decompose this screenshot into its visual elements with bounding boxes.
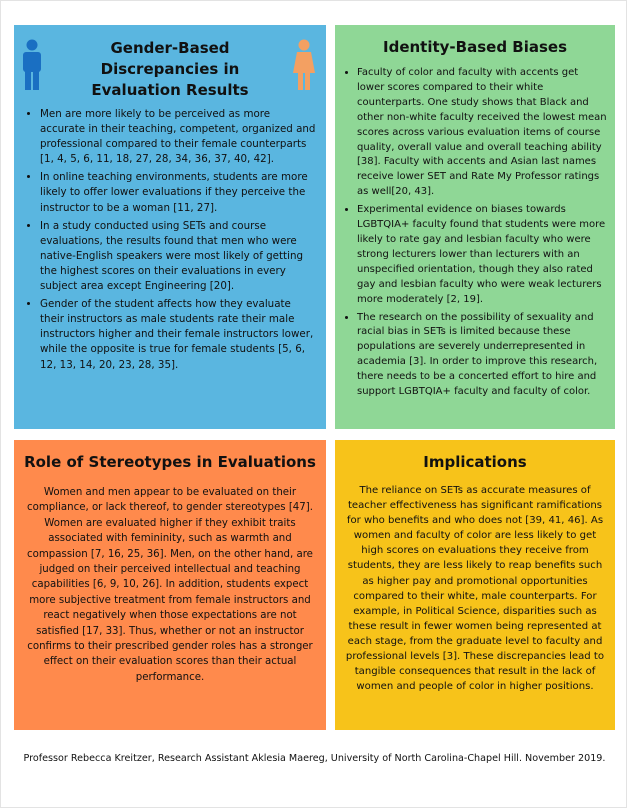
gender-list: [14, 107, 326, 373]
list-item: • Men are more likely to be perceived as more accurate in their teaching, competent, organized and professional compared to their female counterparts [1, 4, 5, 6, 11, 18, 27, 28, 34, 36, 37, 40, 42].: [40, 107, 316, 167]
list-item: • In a study conducted using SETs and course evaluations, the results found that men who were native-English speakers were most likely of getting the highest scores on their evaluations in every subject area except Engineering [20].: [40, 219, 316, 294]
list-item: • Faculty of color and faculty with accents get lower scores compared to their white counterparts. One study shows that Black and other non-white faculty received the lowest mean scores across various evaluation items of course quality, overall value and overall teaching ability [38]. Faculty with accents and Asian last names receive lower SET and Rate My Professor ratings as well[20, 43].: [357, 66, 607, 200]
male-person-icon: [21, 39, 43, 91]
female-person-icon: [292, 39, 316, 91]
identity-panel: [335, 25, 615, 429]
stereotypes-panel: [14, 440, 326, 730]
list-item: • Experimental evidence on biases towards LGBTQIA+ faculty found that students were more likely to rate gay and lesbian faculty who were strong lecturers lower than lecturers with an unspecified orientation, though they also rated gay and lesbian faculty who were weak lecturers more moderately [2, 19].: [357, 203, 607, 307]
identity-list: [335, 66, 615, 400]
stereotypes-text: Women and men appear to be evaluated on their compliance, or lack thereof, to gender stereotypes [47]. Women are evaluated higher if they exhibit traits associated with femininity, such as warmth and compassion [7, 16, 25, 36]. Men, on the other hand, are judged on their perceived intellectual and teaching capabilities [6, 9, 10, 26]. In addition, students expect more subjective treatment from female instructors and react negatively when those expectations are not satisfied [17, 33]. Thus, whether or not an instructor confirms to their prescribed gender roles has a stronger effect on their evaluation scores than their actual performance.: [27, 487, 313, 683]
implications-text: The reliance on SETs as accurate measures of teacher effectiveness has significant ramifications for who benefits and who does not [39, 41, 46]. As women and faculty of color are less likely to get high scores on evaluations they receive from students, they are less likely to reap benefits such as higher pay and promotional opportunities compared to their white, male counterparts. For example, in Political Science, disparities such as these result in fewer women being represented at each stage, from the graduate level to faculty and professional levels [3]. These discrepancies lead to tangible consequences that result in the lack of women and people of color in higher positions.: [345, 485, 605, 693]
gender-title: Gender-Based Discrepancies in Evaluation Results: [91, 39, 249, 99]
stereotypes-title: Role of Stereotypes in Evaluations: [24, 453, 316, 471]
implications-panel: [335, 440, 615, 730]
list-item: • The research on the possibility of sexuality and racial bias in SETs is limited because these populations are severely underrepresented in academia [3]. In order to improve this research, there needs to be a concerted effort to hire and support LGBTQIA+ faculty and faculty of color.: [357, 311, 607, 400]
list-item: • In online teaching environments, students are more likely to offer lower evaluations if they perceive the instructor to be a woman [11, 27].: [40, 170, 316, 215]
gender-panel: [14, 25, 326, 429]
footer-credit: Professor Rebecca Kreitzer, Research Assistant Aklesia Maereg, University of North Carolina-Chapel Hill. November 2019.: [23, 753, 606, 764]
identity-title: Identity-Based Biases: [383, 38, 567, 56]
implications-title: Implications: [423, 453, 527, 471]
list-item: • Gender of the student affects how they evaluate their instructors as male students rate their male instructors higher and their female instructors lower, while the opposite is true for female students [5, 6, 12, 13, 14, 20, 23, 28, 35].: [40, 297, 316, 372]
